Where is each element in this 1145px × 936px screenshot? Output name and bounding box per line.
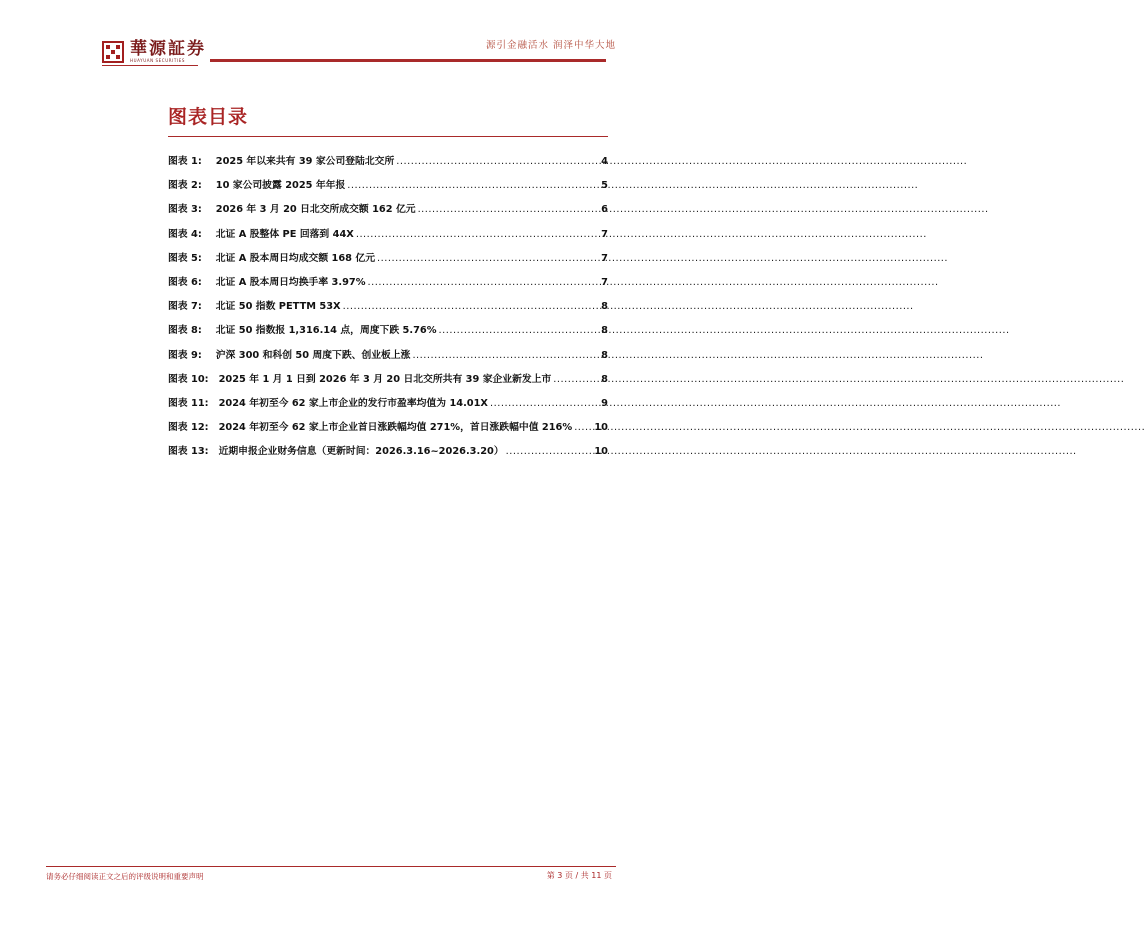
- toc-leader-dots: [490, 398, 599, 409]
- toc-entry-10[interactable]: [168, 371, 608, 395]
- toc-entry-page: 8: [601, 301, 608, 313]
- toc-entry-2[interactable]: [168, 177, 608, 201]
- toc-entry-page: 7: [601, 228, 608, 240]
- toc-entry-label: 图表 1:: [168, 156, 202, 167]
- toc-entry-13[interactable]: [168, 443, 608, 467]
- toc-entry-page: 6: [601, 204, 608, 216]
- toc-entry-title: 2026 年 3 月 20 日北交所成交额 162 亿元: [215, 204, 416, 216]
- toc-entry-page: 9: [601, 397, 608, 409]
- toc-leader-dots: [439, 325, 600, 336]
- footer-disclaimer: 请务必仔细阅读正文之后的评级说明和重要声明: [46, 872, 204, 881]
- toc-leader-dots: [377, 253, 599, 264]
- toc-entry-label: 图表 13:: [168, 446, 209, 458]
- toc-leader-dots: [412, 350, 599, 361]
- toc-leader-dots: [347, 180, 599, 191]
- toc-entry-title: 2025 年 1 月 1 日到 2026 年 3 月 20 日北交所共有 39 家企业新发上市: [218, 373, 552, 385]
- toc-leader-dots: [343, 301, 600, 312]
- header-divider-left: [102, 65, 198, 66]
- toc-leader-dots: [553, 374, 599, 385]
- company-logo: [102, 40, 206, 63]
- toc-entry-page: 5: [601, 180, 608, 192]
- page-header: [0, 0, 662, 70]
- toc-entry-12[interactable]: [168, 419, 608, 443]
- logo-mark-icon: [102, 41, 124, 63]
- toc-entry-label: 图表 3:: [168, 204, 202, 216]
- toc-entry-title: 10 家公司披露 2025 年年报: [215, 180, 346, 192]
- header-slogan: 源引金融活水 润泽中华大地: [485, 40, 616, 51]
- toc-leader-dots: [418, 204, 600, 215]
- footer-page-number: 第 3 页 / 共 11 页: [546, 871, 612, 880]
- toc-entry-label: 图表 11:: [168, 397, 209, 409]
- toc-entry-title: 北证 50 指数报 1,316.14 点，周度下跌 5.76%: [215, 325, 437, 337]
- toc-title: 图表目录: [168, 106, 249, 128]
- toc-entry-page: 8: [601, 325, 608, 337]
- toc-entry-page: 8: [601, 349, 608, 361]
- toc-entry-11[interactable]: [168, 395, 608, 419]
- toc-entry-title: 北证 A 股本周日均成交额 168 亿元: [215, 252, 375, 264]
- toc-entry-title: 北证 A 股整体 PE 回落到 44X: [215, 228, 354, 240]
- toc-entry-title: 2024 年初至今 62 家上市企业首日涨跌幅均值 271%，首日涨跌幅中值 216%: [218, 422, 573, 434]
- toc-leader-dots: [356, 229, 599, 240]
- toc-entry-page: 7: [601, 276, 608, 288]
- toc-leader-dots: [574, 422, 592, 433]
- footer-divider: [46, 866, 616, 867]
- toc-entry-title: 北证 A 股本周日均换手率 3.97%: [215, 276, 366, 288]
- toc-entry-label: 图表 4:: [168, 228, 202, 240]
- toc-leader-dots: [506, 446, 593, 457]
- toc-entry-label: 图表 12:: [168, 422, 209, 434]
- toc-entry-7[interactable]: [168, 298, 608, 322]
- toc-entry-page: 7: [601, 252, 608, 264]
- toc-entry-9[interactable]: [168, 347, 608, 371]
- toc-entry-page: 4: [601, 156, 608, 167]
- toc-leader-dots: [396, 156, 599, 167]
- toc-entry-title: 2024 年初至今 62 家上市企业的发行市盈率均值为 14.01X: [218, 397, 488, 409]
- logo-name: 華源証券: [130, 39, 206, 59]
- toc-entry-5[interactable]: [168, 250, 608, 274]
- toc-entry-label: 图表 2:: [168, 180, 202, 192]
- toc-entry-label: 图表 10:: [168, 373, 209, 385]
- toc-leader-dots: [368, 277, 600, 288]
- toc-entry-label: 图表 6:: [168, 276, 202, 288]
- toc-entry-1[interactable]: [168, 153, 608, 177]
- toc-entry-3[interactable]: [168, 201, 608, 225]
- toc-entry-title: 北证 50 指数 PETTM 53X: [215, 301, 341, 313]
- logo-subtitle: HUAYUAN SECURITIES: [130, 58, 185, 63]
- header-divider: [210, 59, 606, 62]
- toc-title-divider: [168, 136, 608, 137]
- toc-entry-title: 近期申报企业财务信息（更新时间：2026.3.16~2026.3.20）: [218, 446, 504, 458]
- toc-entry-label: 图表 9:: [168, 349, 202, 361]
- toc-entry-4[interactable]: [168, 226, 608, 250]
- toc-entry-title: 2025 年以来共有 39 家公司登陆北交所: [215, 156, 395, 167]
- toc-entry-8[interactable]: [168, 322, 608, 346]
- toc-entry-page: 10: [594, 446, 608, 458]
- toc-entry-6[interactable]: [168, 274, 608, 298]
- toc-entry-page: 8: [601, 373, 608, 385]
- table-of-figures: [168, 153, 608, 467]
- toc-entry-label: 图表 7:: [168, 301, 202, 313]
- toc-entry-label: 图表 5:: [168, 252, 202, 264]
- toc-entry-label: 图表 8:: [168, 325, 202, 337]
- toc-entry-title: 沪深 300 和科创 50 周度下跌、创业板上涨: [215, 349, 411, 361]
- toc-entry-page: 10: [594, 422, 608, 434]
